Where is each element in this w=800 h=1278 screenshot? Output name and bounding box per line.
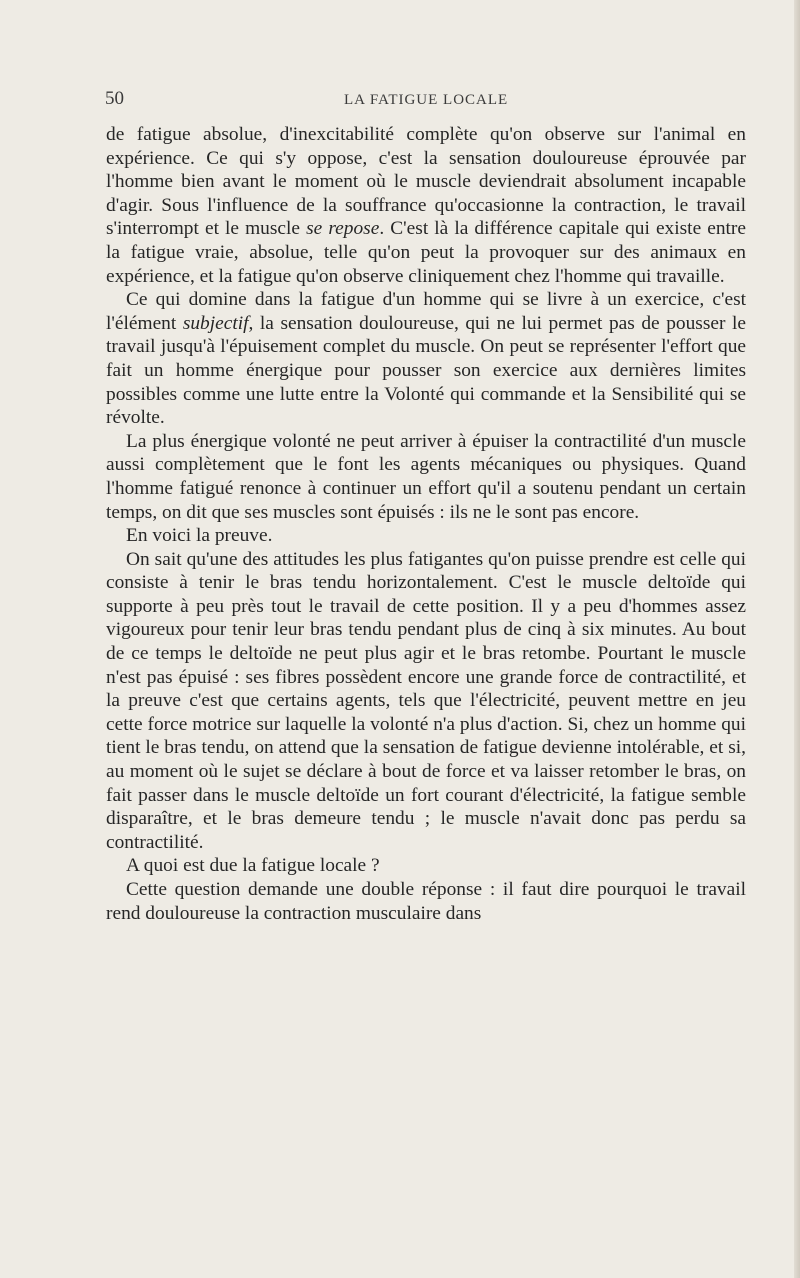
paragraph bbox=[106, 288, 746, 430]
page-edge-shadow bbox=[794, 0, 800, 1278]
paragraph: On sait qu'une des attitudes les plus fatigantes qu'on puisse prendre est celle qui consiste à tenir le bras tendu horizontalement. C'est le muscle deltoïde qui supporte à peu près tout le travail de cette position. Il y a peu d'hommes assez vigoureux pour tenir leur bras tendu pendant plus de cinq à six minutes. Au bout de ce temps le deltoïde ne peut plus agir et le bras retombe. Pourtant le muscle n'est pas épuisé : ses fibres possèdent encore une grande force de contractilité, et la preuve c'est que certains agents, tels que l'électricité, peuvent mettre en jeu cette force motrice sur laquelle la volonté n'a plus d'action. Si, chez un homme qui tient le bras tendu, on attend que la sensation de fatigue devienne intolérable, et si, au moment où le sujet se déclare à bout de force et va laisser retomber le bras, on fait passer dans le muscle deltoïde un fort courant d'électricité, la fatigue semble disparaître, et le bras demeure tendu ; le muscle n'avait donc pas perdu sa contractilité. bbox=[106, 548, 746, 853]
paragraph-text: de fatigue absolue, d'inexcitabilité complète qu'on observe sur l'animal en expérience. Ce qui s'y oppose, c'est la sensation douloureuse éprouvée par l'homme bien avant le moment où le muscle deviendrait absolument incapable d'agir. Sous l'influence de la souffrance qu'occasionne la contraction, le travail s'interrompt et le muscle bbox=[106, 124, 746, 240]
paragraph-text: , la sensation douloureuse, qui ne lui permet pas de pousser le travail jusqu'à l'épuisement complet du muscle. On peut se représenter l'effort que fait un homme énergique pour pousser son exercice aux dernières limites possibles comme une lutte entre la Volonté qui commande et la Sensibilité qui se révolte. bbox=[106, 312, 746, 429]
emphasis: se repose bbox=[306, 218, 380, 240]
page-number: 50 bbox=[105, 88, 124, 109]
paragraph: Cette question demande une double réponse : il faut dire pourquoi le travail rend douloureuse la contraction musculaire dans bbox=[106, 879, 746, 924]
paragraph: La plus énergique volonté ne peut arriver à épuiser la contractilité d'un muscle aussi complètement que le font les agents mécaniques ou physiques. Quand l'homme fatigué renonce à continuer un effort qu'il a soutenu pendant un certain temps, on dit que ses muscles sont épuisés : ils ne le sont pas encore. bbox=[106, 430, 746, 523]
paragraph: En voici la preuve. bbox=[126, 525, 273, 547]
running-title: LA FATIGUE LOCALE bbox=[344, 92, 509, 108]
paragraph-question: A quoi est due la fatigue locale ? bbox=[126, 855, 380, 877]
paragraph-text: Ce qui domine dans la fatigue d'un homme qui se livre à un exercice, c'est l'élément bbox=[106, 289, 746, 334]
emphasis: subjectif bbox=[182, 312, 249, 334]
paragraph bbox=[106, 123, 746, 288]
body-text bbox=[106, 123, 746, 925]
paragraph-text: . C'est là la différence capitale qui existe entre la fatigue vraie, absolue, telle qu'on peut la provoquer sur des animaux en expérience, et la fatigue qu'on observe cliniquement chez l'homme qui travaille. bbox=[106, 218, 746, 287]
